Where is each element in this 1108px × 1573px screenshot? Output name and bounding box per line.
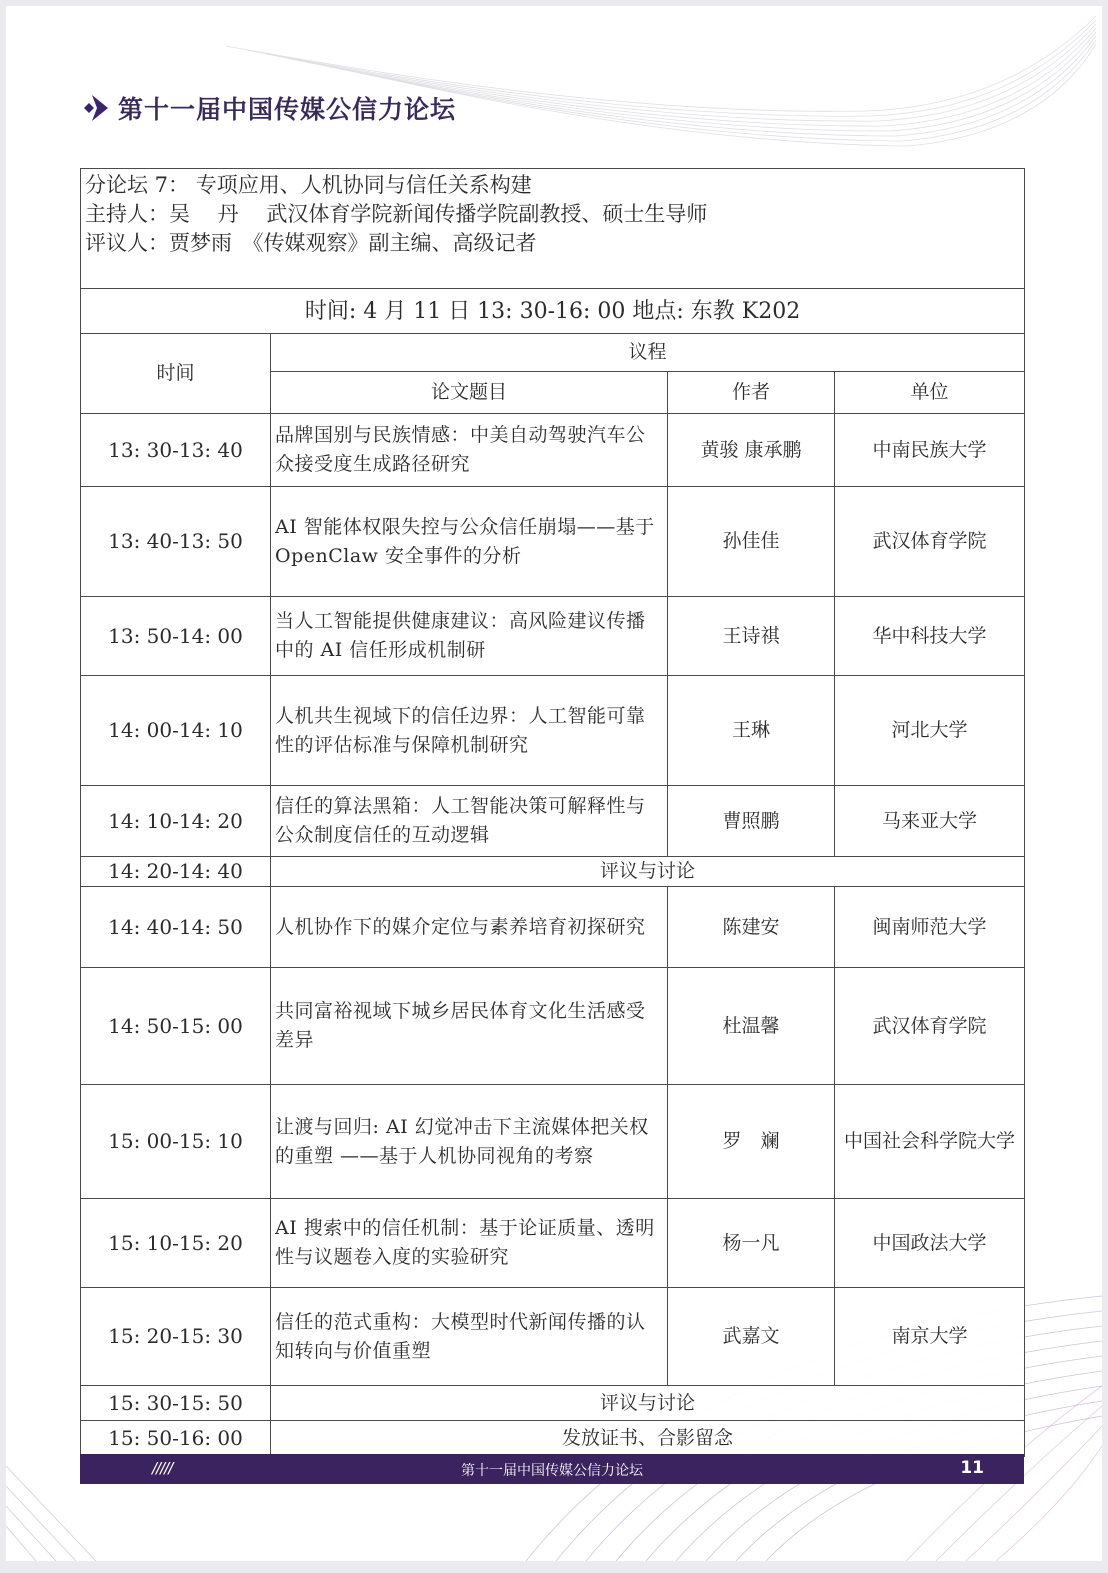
footer-title: 第十一届中国传媒公信力论坛 [461,1463,643,1479]
row-author: 王诗祺 [668,597,835,676]
forum-host: 主持人：吴 丹 武汉体育学院新闻传播学院副教授、硕士生导师 [85,202,708,226]
col-header-title: 论文题目 [271,372,668,414]
row-unit: 中国政法大学 [835,1199,1025,1288]
row-paper-title: 人机协作下的媒介定位与素养培育初探研究 [271,887,668,968]
row-unit: 马来亚大学 [835,786,1025,857]
page-number: 11 [960,1458,984,1478]
row-author: 曹照鹏 [668,786,835,857]
row-time: 14: 40-14: 50 [81,887,271,968]
row-unit: 河北大学 [835,676,1025,786]
row-session-label: 评议与讨论 [271,857,1025,887]
diamond-arrow-logo-icon [80,91,114,125]
col-header-time: 时间 [81,334,271,414]
page-title: 第十一届中国传媒公信力论坛 [118,95,457,124]
row-time: 15: 10-15: 20 [81,1199,271,1288]
time-place-row [81,289,1025,334]
row-time: 15: 20-15: 30 [81,1288,271,1386]
row-time: 14: 00-14: 10 [81,676,271,786]
row-author: 罗 斓 [668,1085,835,1199]
table-row [81,968,1025,1085]
col-header-unit: 单位 [835,372,1025,414]
row-unit: 闽南师范大学 [835,887,1025,968]
row-unit: 中南民族大学 [835,414,1025,487]
row-author: 黄骏 康承鹏 [668,414,835,487]
table-row [81,676,1025,786]
row-unit: 南京大学 [835,1288,1025,1386]
page-header [80,88,456,128]
row-paper-title: 让渡与回归: AI 幻觉冲击下主流媒体把关权的重塑 ——基于人机协同视角的考察 [271,1085,668,1199]
table-row [81,887,1025,968]
row-paper-title: 信任的算法黑箱：人工智能决策可解释性与公众制度信任的互动逻辑 [271,786,668,857]
closing-row [81,1421,1025,1457]
row-unit: 华中科技大学 [835,597,1025,676]
row-time: 15: 00-15: 10 [81,1085,271,1199]
row-author: 孙佳佳 [668,487,835,597]
row-paper-title: 共同富裕视域下城乡居民体育文化生活感受差异 [271,968,668,1085]
row-author: 王琳 [668,676,835,786]
discussion-row [81,1386,1025,1421]
row-author: 武嘉文 [668,1288,835,1386]
forum-info-cell [81,169,1025,289]
row-paper-title: AI 智能体权限失控与公众信任崩塌——基于 OpenClaw 安全事件的分析 [271,487,668,597]
row-time: 15: 30-15: 50 [81,1386,271,1421]
row-unit: 武汉体育学院 [835,487,1025,597]
row-author: 杨一凡 [668,1199,835,1288]
row-session-label: 评议与讨论 [271,1386,1025,1421]
forum-info-row [81,169,1025,289]
row-time: 13: 40-13: 50 [81,487,271,597]
col-header-agenda: 议程 [271,334,1025,372]
table-row [81,1085,1025,1199]
row-time: 13: 30-13: 40 [81,414,271,487]
row-unit: 武汉体育学院 [835,968,1025,1085]
header-row-1 [81,334,1025,372]
row-session-label: 发放证书、合影留念 [271,1421,1025,1457]
row-paper-title: 当人工智能提供健康建议：高风险建议传播中的 AI 信任形成机制研 [271,597,668,676]
schedule-table [80,168,1025,1457]
row-time: 14: 50-15: 00 [81,968,271,1085]
row-time: 15: 50-16: 00 [81,1421,271,1457]
row-paper-title: 信任的范式重构：大模型时代新闻传播的认知转向与价值重塑 [271,1288,668,1386]
footer-bar [80,1454,1024,1484]
time-place: 时间: 4 月 11 日 13: 30-16: 00 地点: 东教 K202 [81,289,1025,334]
forum-reviewer: 评议人：贾梦雨 《传媒观察》副主编、高级记者 [85,231,537,255]
document-page [6,6,1102,1561]
row-time: 14: 10-14: 20 [81,786,271,857]
footer-slashes-decoration: ///// [152,1459,173,1477]
discussion-row [81,857,1025,887]
table-row [81,1288,1025,1386]
row-author: 陈建安 [668,887,835,968]
row-paper-title: AI 搜索中的信任机制：基于论证质量、透明性与议题卷入度的实验研究 [271,1199,668,1288]
row-author: 杜温馨 [668,968,835,1085]
row-time: 14: 20-14: 40 [81,857,271,887]
row-unit: 中国社会科学院大学 [835,1085,1025,1199]
forum-title: 分论坛 7： 专项应用、人机协同与信任关系构建 [85,173,532,197]
col-header-author: 作者 [668,372,835,414]
table-row [81,1199,1025,1288]
table-row [81,414,1025,487]
row-paper-title: 人机共生视域下的信任边界：人工智能可靠性的评估标准与保障机制研究 [271,676,668,786]
table-row [81,786,1025,857]
table-row [81,487,1025,597]
row-paper-title: 品牌国别与民族情感：中美自动驾驶汽车公众接受度生成路径研究 [271,414,668,487]
table-row [81,597,1025,676]
row-time: 13: 50-14: 00 [81,597,271,676]
